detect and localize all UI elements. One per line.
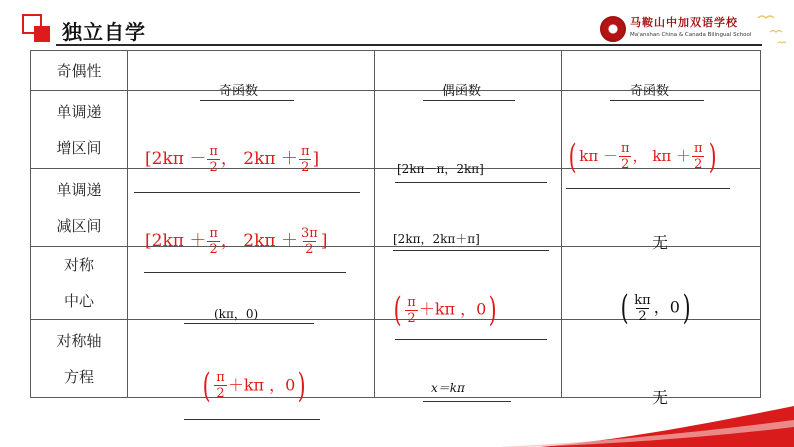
answer-tan-center: ( $\frac{k\pi}{2}$ ，0)	[620, 288, 691, 328]
school-name-en: Ma'anshan China & Canada Bilingual School	[630, 32, 752, 38]
table-row-axis	[31, 320, 761, 398]
cell-tan-parity	[562, 51, 761, 99]
answer-tan-decreasing: 无	[652, 232, 669, 252]
cell-sin-increasing	[128, 91, 375, 175]
birds-decoration-icon	[752, 10, 792, 50]
answer-tan-axis: 无	[652, 387, 669, 407]
header-square-filled	[34, 26, 50, 42]
answer-sin-parity: 奇函数	[219, 83, 259, 99]
answer-cos-parity: 偶函数	[442, 83, 482, 99]
cell-tan-decreasing	[562, 169, 761, 252]
answer-sin-decreasing: [2kπ ＋ $\frac{\pi}{2}$ ， 2kπ ＋ $\frac{3\pi}{2}$ ]	[145, 225, 328, 257]
school-emblem-icon	[600, 16, 626, 42]
cell-cos-center	[375, 247, 562, 330]
page-title: 独立自学	[62, 20, 146, 44]
cell-sin-axis	[128, 320, 375, 406]
cell-cos-parity	[375, 51, 562, 99]
answer-sin-increasing: [2kπ － $\frac{\pi}{2}$ ， 2kπ ＋ $\frac{\pi}{2}$ ]	[145, 143, 320, 175]
row-header-center: 对称 中心	[31, 247, 128, 320]
table-row-center	[31, 247, 761, 320]
answer-tan-increasing: ( kπ － $\frac{\pi}{2}$ ， kπ ＋ $\frac{\pi}{2}$ )	[568, 136, 717, 177]
school-name-cn: 马鞍山中加双语学校	[630, 16, 738, 29]
cell-sin-parity	[128, 51, 375, 99]
footer-wave-decoration	[0, 400, 794, 447]
row-header-decreasing: 单调递 减区间	[31, 169, 128, 247]
cell-sin-center	[128, 247, 375, 320]
row-header-increasing: 单调递 增区间	[31, 91, 128, 169]
row-header-parity: 奇偶性	[31, 51, 128, 91]
cell-cos-increasing	[375, 91, 562, 176]
cell-cos-decreasing	[375, 169, 562, 247]
answer-cos-decreasing: [2kπ，2kπ＋π]	[393, 231, 480, 246]
row-header-axis: 对称轴 方程	[31, 320, 128, 398]
answer-cos-increasing: [2kπ－π，2kπ]	[397, 161, 484, 176]
answer-sin-axis: ( $\frac{\pi}{2}$ ＋kπ ，0)	[202, 365, 306, 406]
cell-tan-center	[562, 247, 761, 328]
trig-properties-table	[30, 50, 761, 407]
answer-cos-axis: x＝kπ	[431, 380, 465, 395]
answer-tan-parity: 奇函数	[630, 83, 670, 99]
cell-tan-axis	[562, 320, 761, 407]
answer-sin-center: (kπ，0)	[214, 307, 259, 321]
answer-cos-center: ( $\frac{\pi}{2}$ ＋kπ ，0)	[393, 290, 497, 330]
school-logo	[600, 14, 750, 46]
cell-tan-increasing	[562, 91, 761, 177]
table-row-parity	[31, 51, 761, 91]
table-row-decreasing	[31, 169, 761, 247]
table-row-increasing	[31, 91, 761, 169]
cell-sin-decreasing	[128, 169, 375, 257]
cell-cos-axis	[375, 320, 562, 398]
